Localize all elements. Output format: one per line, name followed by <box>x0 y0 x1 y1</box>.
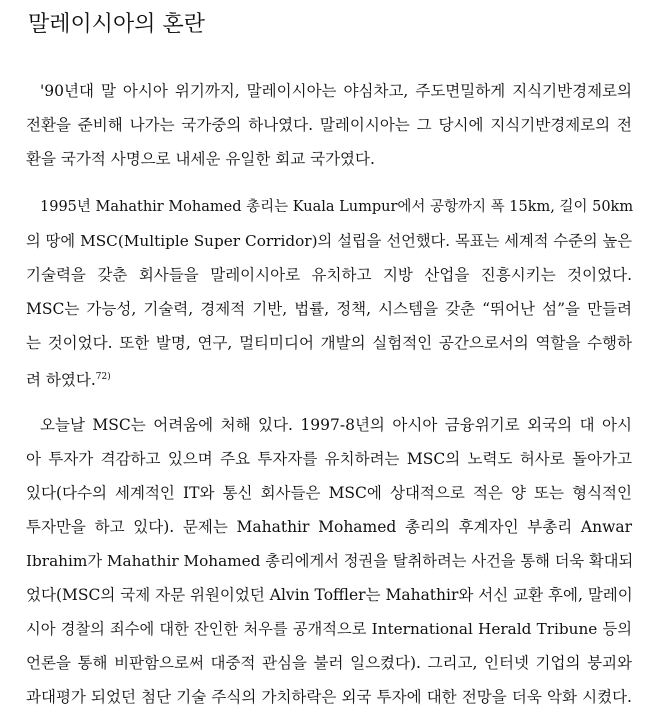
paragraph-line: '90년대 말 아시아 위기까지, 말레이시아는 야심차고, 주도면밀하게 지식기반경제로의 <box>40 82 632 100</box>
paragraph-last-line <box>26 366 632 391</box>
paragraph-line: 시아 경찰의 죄수에 대한 잔인한 처우를 공개적으로 International Herald Tribune 등의 <box>26 620 632 638</box>
paragraph-line: 기술력을 갖춘 회사들을 말레이시아로 유치하고 지방 산업을 진흥시키는 것이었다. <box>26 266 632 284</box>
paragraph-line: 는 것이었다. 또한 발명, 연구, 멀티미디어 개발의 실험적인 공간으로서의 역할을 수행하 <box>26 334 632 352</box>
paragraph-line: 오늘날 MSC는 어려움에 처해 있다. 1997-8년의 아시아 금융위기로 외국의 대 아시 <box>40 416 632 434</box>
paragraph-line-text: 려 하였다. <box>26 371 96 389</box>
paragraph-line: 전환을 준비해 나가는 국가중의 하나였다. 말레이시아는 그 당시에 지식기반경제로의 전 <box>26 116 632 134</box>
paragraph-line: 언론을 통해 비판함으로써 대중적 관심을 불러 일으켰다). 그리고, 인터넷 기업의 붕괴와 <box>26 654 632 672</box>
paragraph-line: 과대평가 되었던 첨단 기술 주식의 가치하락은 외국 투자에 대한 전망을 더욱 악화 시켰다. <box>26 688 632 706</box>
paragraph-line: 1995년 Mahathir Mohamed 총리는 Kuala Lumpur에서 공항까지 폭 15km, 길이 50km <box>40 199 634 215</box>
paragraph-line: Ibrahim가 Mahathir Mohamed 총리에게서 정권을 탈취하려는 사건을 통해 더욱 확대되 <box>26 552 634 570</box>
paragraph-line: 투자만을 하고 있다). 문제는 Mahathir Mohamed 총리의 후계자인 부총리 Anwar <box>26 518 632 536</box>
paragraph-line: MSC는 가능성, 기술력, 경제적 기반, 법률, 정책, 시스템을 갖춘 “뛰어난 섬”을 만들려 <box>26 300 632 318</box>
page-title: 말레이시아의 혼란 <box>28 12 206 37</box>
paragraph-line: 아 투자가 격감하고 있으며 주요 투자자를 유치하려는 MSC의 노력도 허사로 돌아가고 <box>26 450 632 468</box>
paragraph-line: 있다(다수의 세계적인 IT와 통신 회사들은 MSC에 상대적으로 적은 양 또는 형식적인 <box>26 484 632 502</box>
paragraph-line: 었다(MSC의 국제 자문 위원이었던 Alvin Toffler는 Mahathir와 서신 교환 후에, 말레이 <box>26 586 633 604</box>
paragraph-line: 의 땅에 MSC(Multiple Super Corridor)의 설립을 선언했다. 목표는 세계적 수준의 높은 <box>26 232 632 250</box>
footnote-marker: 72) <box>95 372 111 382</box>
paragraph-line: 환을 국가적 사명으로 내세운 유일한 회교 국가였다. <box>26 150 375 168</box>
